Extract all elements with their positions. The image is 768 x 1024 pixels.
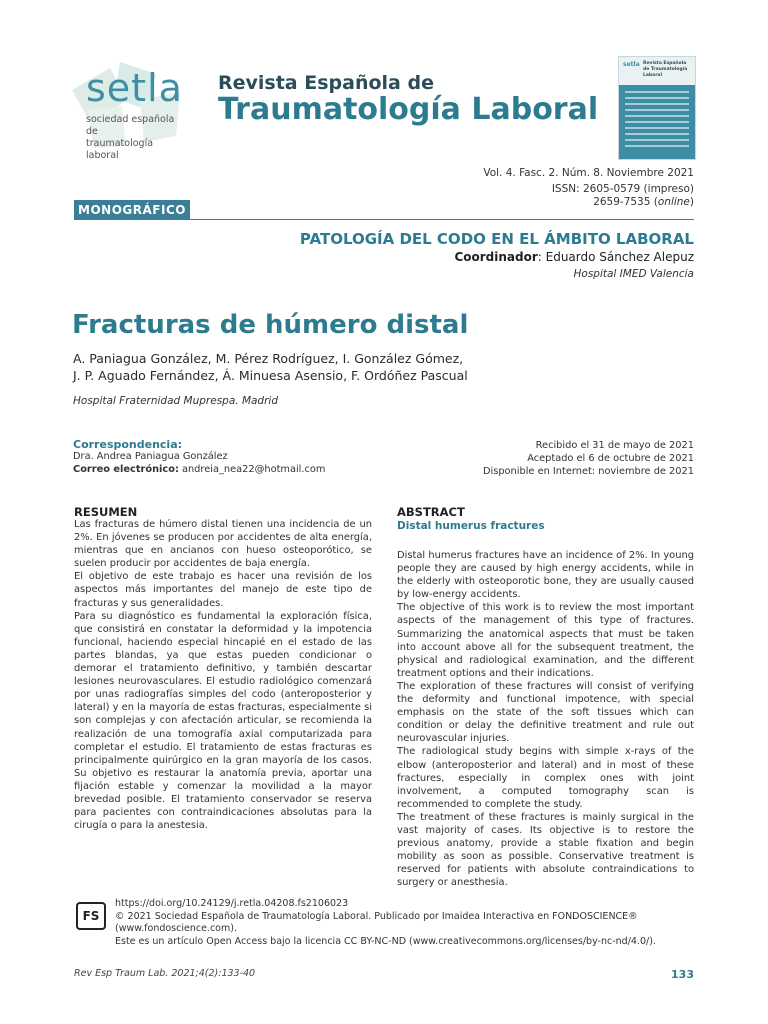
issn-online: 2659-7535 (online) xyxy=(593,196,694,208)
citation: Rev Esp Traum Lab. 2021;4(2):133-40 xyxy=(74,968,256,979)
authors: A. Paniagua González, M. Pérez Rodríguez, I. González Gómez, J. P. Aguado Fernández, Á. Minuesa Asensio, F. Ordóñez Pascual xyxy=(73,351,468,383)
journal-cover-thumbnail xyxy=(618,56,696,160)
coordinator-hospital: Hospital IMED Valencia xyxy=(573,268,694,280)
logo-word: setla xyxy=(86,66,183,110)
abstract-heading: ABSTRACT xyxy=(397,505,465,519)
abstract-text: Distal humerus fractures have an incidence of 2%. In young people they are caused by high energy accidents, while in the elderly with osteoporotic bone, they are usually caused by low-energy accidents. The objective of this work is to review the most important aspects of the management of this type of fractures. Summarizing the anatomical aspects that must be taken into account above all for the subsequent treatment, the physical and radiological examination, and the different treatment options and their indications. The exploration of these fractures will consist of verifying the deformity and functional impotence, with special emphasis on the state of the soft tissues which can condition or delay the definitive treatment and rule out neurovascular injuries. The radiological study begins with simple x-rays of the elbow (anteroposterior and lateral) and in most of these fractures, especially in complex ones with joint involvement, a computed tomography scan is recommended to complete the study. The treatment of these fractures is mainly surgical in the vast majority of cases. Its objective is to restore the previous anatomy, provide a stable fixation and begin mobility as soon as possible. Conservative treatment is reserved for patients with absolute contraindications to surgery or anesthesia. xyxy=(397,550,694,889)
logo-subtitle: sociedad española de traumatología laboral xyxy=(86,114,175,161)
journal-name-big: Traumatología Laboral xyxy=(218,92,599,127)
cover-title: Revista Española de Traumatología Laboral xyxy=(643,61,688,78)
license-info: https://doi.org/10.24129/j.retla.04208.fs2106023 © 2021 Sociedad Española de Traumatología Laboral. Publicado por Imaidea Interactiva en FONDOSCIENCE® (www.fondoscience.com). Este es un artículo Open Access bajo la licencia CC BY-NC-ND (www.creativecommons.org/licenses/by-nc-nd/4.0/). xyxy=(115,898,695,948)
volume-info: Vol. 4. Fasc. 2. Núm. 8. Noviembre 2021 xyxy=(483,167,694,179)
correspondence-details: Dra. Andrea Paniagua González Correo electrónico: andreia_nea22@hotmail.com xyxy=(73,451,326,475)
article-dates: Recibido el 31 de mayo de 2021 Aceptado el 6 de octubre de 2021 Disponible en Internet: noviembre de 2021 xyxy=(482,440,694,477)
resumen-heading: RESUMEN xyxy=(74,505,138,519)
coordinator: Coordinador: Eduardo Sánchez Alepuz xyxy=(454,250,694,264)
monograph-title: PATOLOGÍA DEL CODO EN EL ÁMBITO LABORAL xyxy=(299,230,694,248)
section-tag: MONOGRÁFICO xyxy=(74,200,190,220)
correspondence-heading: Correspondencia: xyxy=(73,438,183,451)
doi-link[interactable]: https://doi.org/10.24129/j.retla.04208.fs2106023 xyxy=(115,898,349,909)
journal-name-small: Revista Española de xyxy=(218,72,434,94)
page-number: 133 xyxy=(671,968,694,981)
issn-print: ISSN: 2605-0579 (impreso) xyxy=(551,183,694,195)
fondoscience-logo: FS xyxy=(76,902,106,930)
cover-brand: setla xyxy=(623,61,640,68)
section-divider xyxy=(190,219,694,220)
email-link[interactable]: andreia_nea22@hotmail.com xyxy=(178,463,326,475)
article-title: Fracturas de húmero distal xyxy=(72,310,469,340)
affiliation: Hospital Fraternidad Muprespa. Madrid xyxy=(73,395,278,407)
resumen-text: Las fracturas de húmero distal tienen una incidencia de un 2%. En jóvenes se producen por accidentes de alta energía, mientras que en ancianos con hueso osteoporótico, se suelen producir por accidentes de baja energía. El objetivo de este trabajo es hacer una revisión de los aspectos más importantes del manejo de este tipo de fracturas y sus generalidades. Para su diagnóstico es fundamental la exploración física, que consistirá en constatar la deformidad y la impotencia funcional, haciendo especial hincapié en el estado de las partes blandas, ya que estas pueden condicionar o demorar el tratamiento definitivo, y también descartar lesiones neurovasculares. El estudio radiológico comenzará por unas radiografías simples del codo (anteroposterior y lateral) y en la mayoría de estas fracturas, especialmente si son complejas y con afectación articular, se recomienda la realización de una tomografía axial computarizada para completar el estudio. El tratamiento de estas fracturas es principalmente quirúrgico en la gran mayoría de los casos. Su objetivo es restaurar la anatomía previa, aportar una fijación estable y comenzar la movilidad a la mayor brevedad posible. El tratamiento conservador se reserva para pacientes con contraindicaciones absolutas para la cirugía o para la anestesia. xyxy=(74,519,372,832)
abstract-subtitle: Distal humerus fractures xyxy=(397,520,545,532)
